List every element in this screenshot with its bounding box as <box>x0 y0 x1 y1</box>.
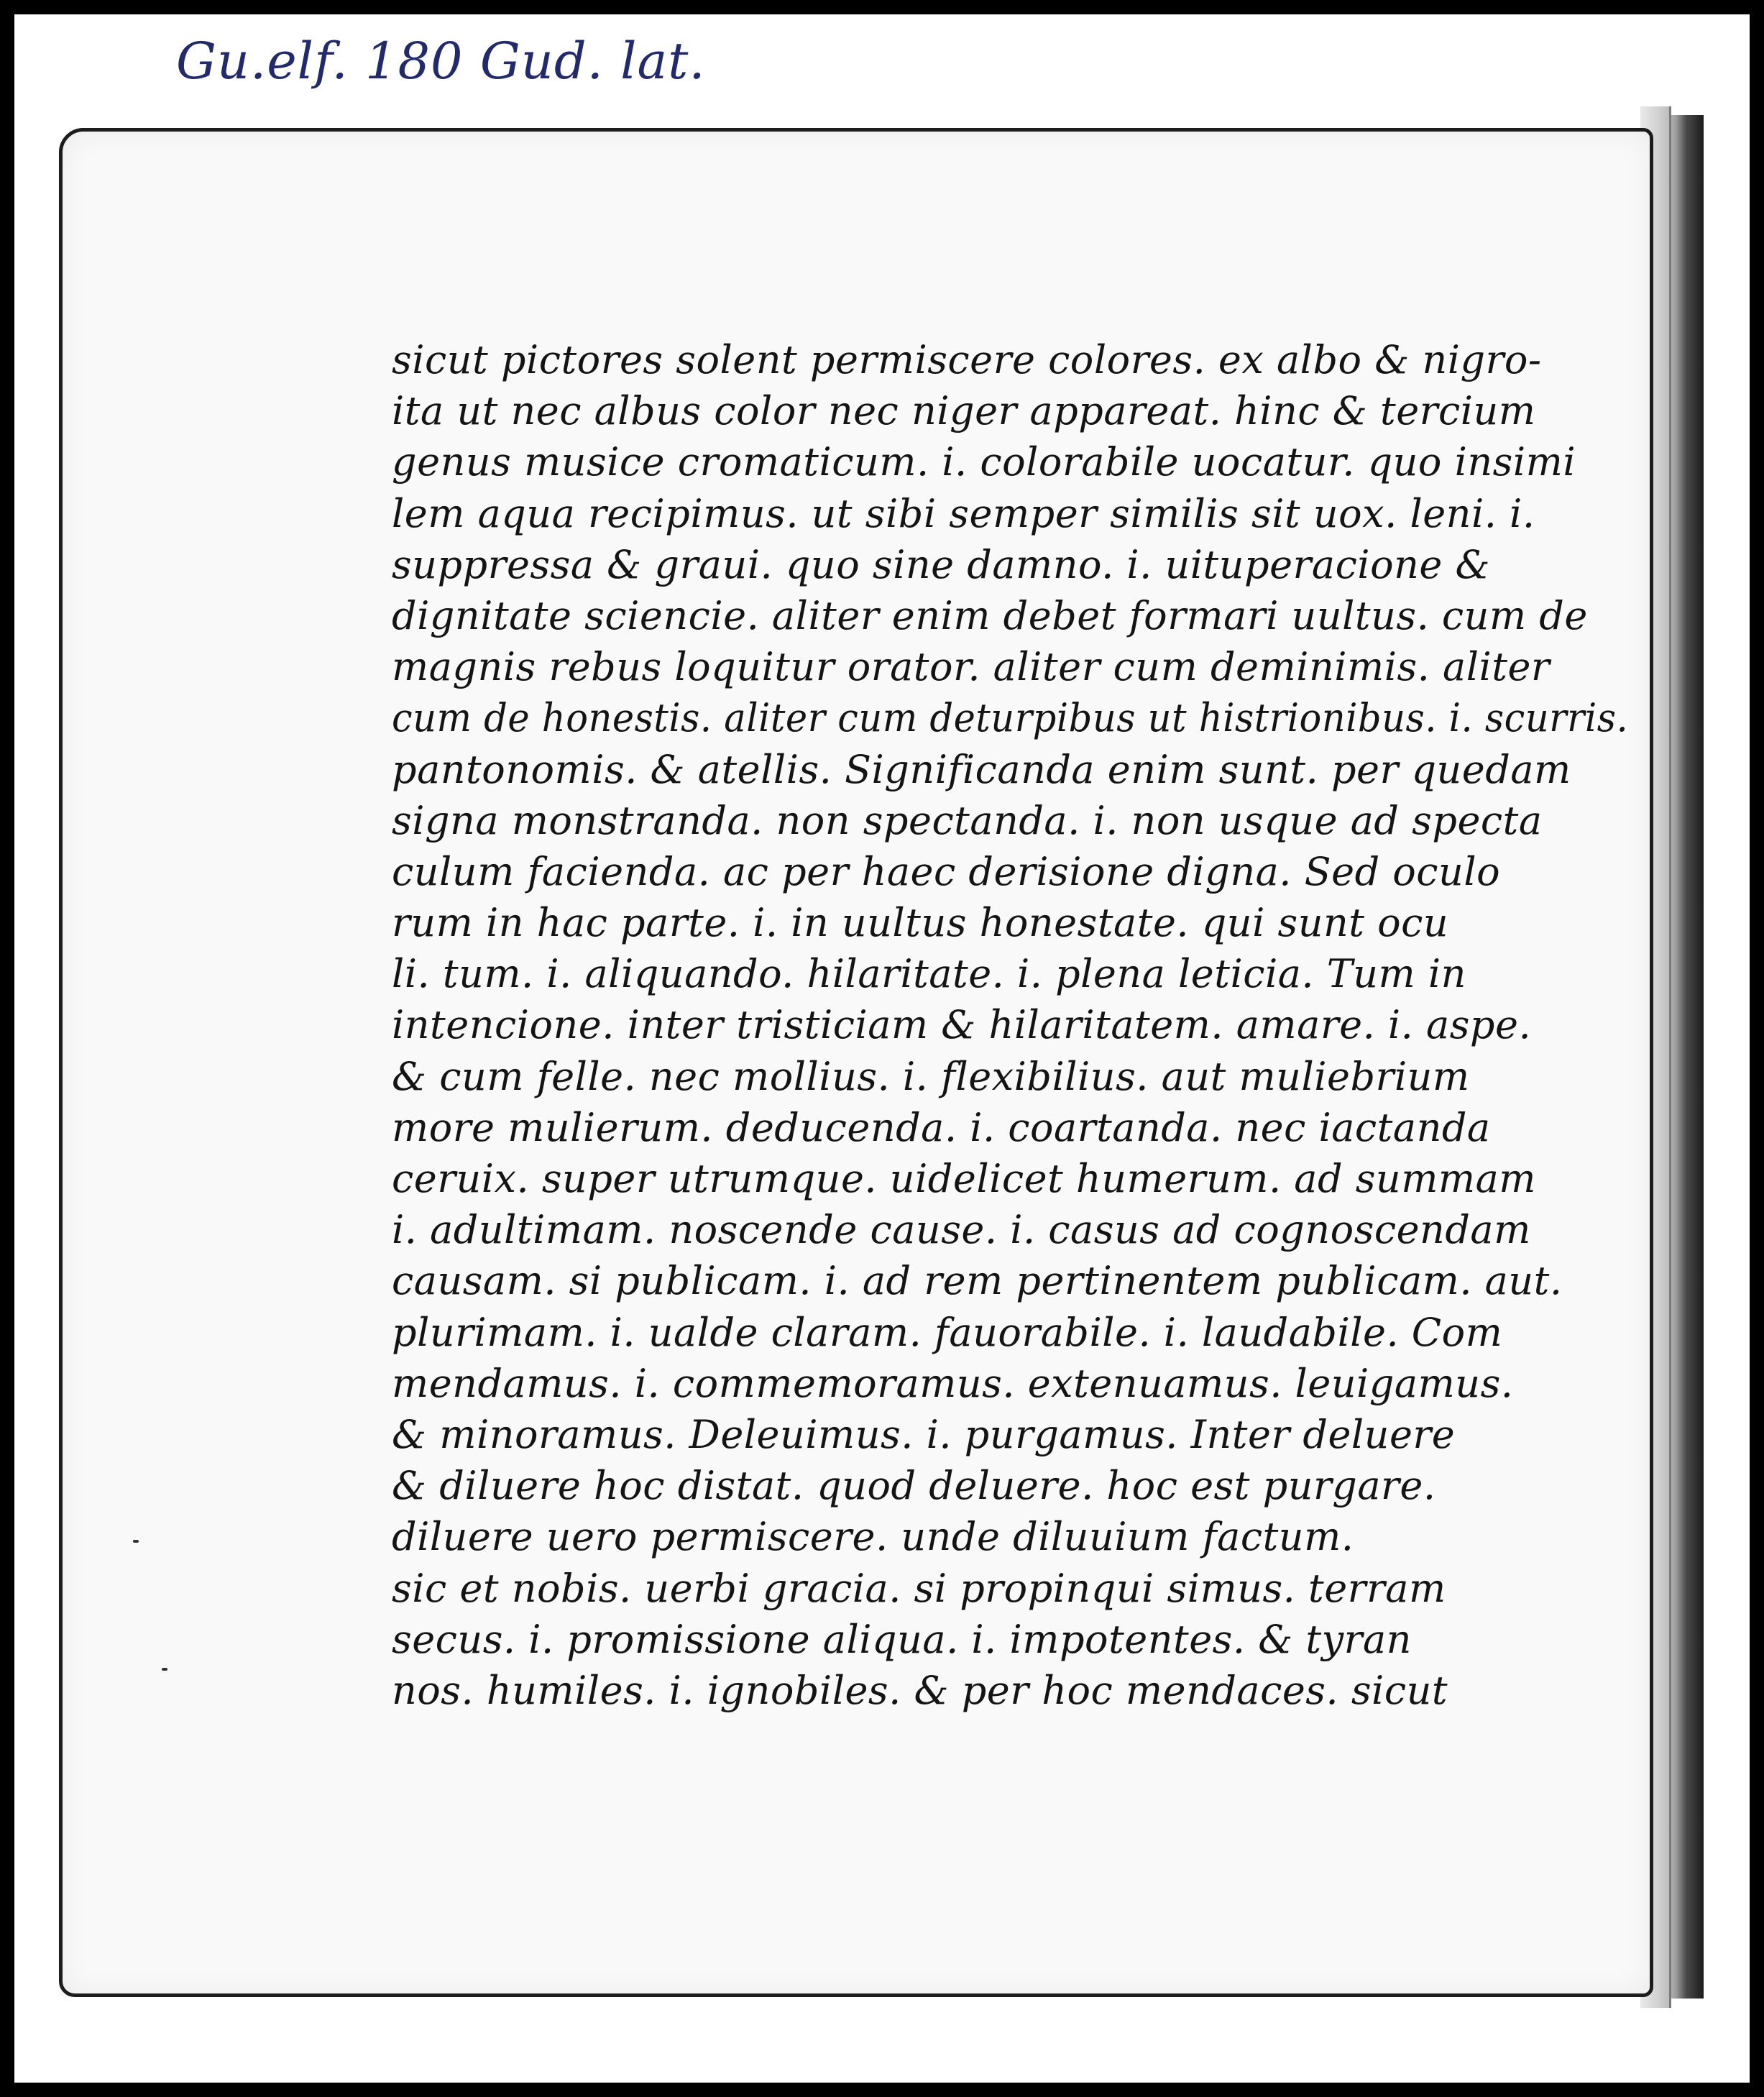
text-line: sicut pictores solent permiscere colores. ex albo & nigro- <box>392 337 1542 382</box>
text-line: signa monstranda. non spectanda. i. non usque ad specta <box>392 797 1543 843</box>
text-line: lem aqua recipimus. ut sibi semper similis sit uox. leni. i. <box>392 490 1535 536</box>
stray-ink-mark <box>162 1668 167 1671</box>
text-line: suppressa & graui. quo sine damno. i. uituperacione & <box>392 541 1491 587</box>
text-line: ita ut nec albus color nec niger appareat. hinc & tercium <box>392 388 1536 434</box>
text-line: causam. si publicam. i. ad rem pertinentem publicam. aut. <box>392 1258 1563 1304</box>
text-line: plurimam. i. ualde claram. fauorabile. i. laudabile. Com <box>392 1309 1503 1355</box>
manuscript-text <box>392 334 1628 1716</box>
text-line: culum facienda. ac per haec derisione digna. Sed oculo <box>392 848 1501 894</box>
text-line: & minoramus. Deleuimus. i. purgamus. Inter deluere <box>392 1411 1456 1457</box>
text-line: cum de honestis. aliter cum deturpibus ut histrionibus. i. scurris. <box>392 695 1629 741</box>
text-line: diluere uero permiscere. unde diluuium factum. <box>392 1514 1354 1560</box>
text-line: li. tum. i. aliquando. hilaritate. i. plena leticia. Tum in <box>392 951 1466 997</box>
text-line: mendamus. i. commemoramus. extenuamus. leuigamus. <box>392 1360 1514 1406</box>
text-line: secus. i. promissione aliqua. i. impotentes. & tyran <box>392 1616 1412 1662</box>
text-line: pantonomis. & atellis. Significanda enim sunt. per quedam <box>392 746 1571 792</box>
text-line: rum in hac parte. i. in uultus honestate. qui sunt ocu <box>392 900 1449 946</box>
stray-ink-mark <box>133 1540 139 1543</box>
text-line: sic et nobis. uerbi gracia. si propinqui simus. terram <box>392 1565 1446 1611</box>
text-line: intencione. inter tristiciam & hilaritatem. amare. i. aspe. <box>392 1002 1532 1048</box>
text-line: dignitate sciencie. aliter enim debet formari uultus. cum de <box>392 592 1588 638</box>
text-line: nos. humiles. i. ignobiles. & per hoc mendaces. sicut <box>392 1667 1448 1713</box>
text-line: more mulierum. deducenda. i. coartanda. nec iactanda <box>392 1104 1491 1150</box>
text-line: genus musice cromaticum. i. colorabile uocatur. quo insimi <box>392 439 1576 485</box>
text-line: & diluere hoc distat. quod deluere. hoc est purgare. <box>392 1463 1436 1509</box>
text-line: i. adultimam. noscende cause. i. casus ad cognoscendam <box>392 1207 1531 1253</box>
handwritten-shelfmark: Gu.elf. 180 Gud. lat. <box>176 32 706 91</box>
text-line: & cum felle. nec mollius. i. flexibilius. aut muliebrium <box>392 1053 1470 1099</box>
text-line: magnis rebus loquitur orator. aliter cum deminimis. aliter <box>392 644 1551 690</box>
text-line: ceruix. super utrumque. uidelicet humerum. ad summam <box>392 1156 1536 1201</box>
